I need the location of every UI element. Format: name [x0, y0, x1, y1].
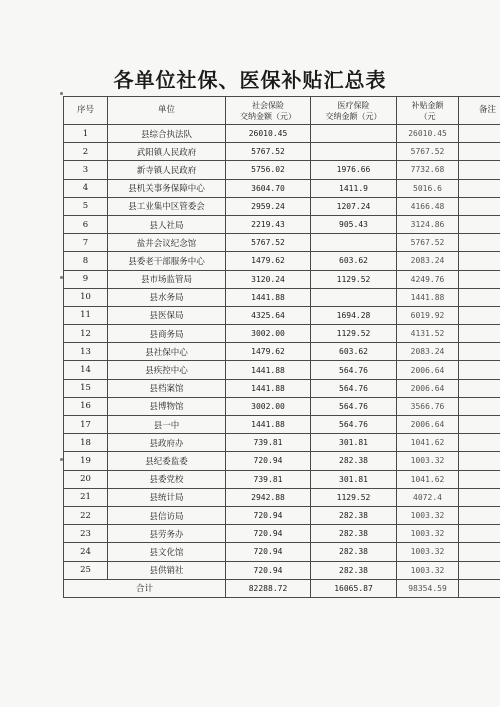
cell-unit: 县社保中心 — [108, 343, 226, 361]
cell-index: 19 — [64, 452, 108, 470]
cell-index: 23 — [64, 525, 108, 543]
cell-subsidy: 5767.52 — [397, 143, 459, 161]
cell-subsidy: 2006.64 — [397, 361, 459, 379]
cell-social-insurance: 5767.52 — [226, 143, 311, 161]
cell-medical-insurance: 1129.52 — [311, 488, 397, 506]
cell-remark — [459, 343, 500, 361]
cell-unit: 县疾控中心 — [108, 361, 226, 379]
cell-medical-insurance: 1694.28 — [311, 306, 397, 324]
cell-index: 18 — [64, 434, 108, 452]
cell-social-insurance: 739.81 — [226, 470, 311, 488]
cell-remark — [459, 361, 500, 379]
cell-unit: 县文化馆 — [108, 543, 226, 561]
table-row — [64, 234, 500, 252]
table-row — [64, 470, 500, 488]
table-row — [64, 379, 500, 397]
cell-social-insurance: 26010.45 — [226, 125, 311, 143]
cell-social-insurance: 720.94 — [226, 561, 311, 579]
cell-unit: 县信访局 — [108, 506, 226, 524]
cell-index: 13 — [64, 343, 108, 361]
cell-subsidy: 1003.32 — [397, 452, 459, 470]
cell-index: 12 — [64, 325, 108, 343]
cell-medical-insurance: 282.38 — [311, 506, 397, 524]
cell-index: 1 — [64, 125, 108, 143]
cell-subsidy: 3566.76 — [397, 397, 459, 415]
cell-remark — [459, 525, 500, 543]
cell-index: 20 — [64, 470, 108, 488]
cell-social-insurance: 720.94 — [226, 506, 311, 524]
cell-social-insurance: 1479.62 — [226, 252, 311, 270]
cell-medical-insurance: 564.76 — [311, 397, 397, 415]
cell-index: 17 — [64, 416, 108, 434]
table-row — [64, 179, 500, 197]
cell-medical-insurance: 301.81 — [311, 434, 397, 452]
cell-medical-insurance: 282.38 — [311, 525, 397, 543]
cell-index: 4 — [64, 179, 108, 197]
cell-index: 8 — [64, 252, 108, 270]
cell-index: 25 — [64, 561, 108, 579]
cell-medical-insurance: 603.62 — [311, 252, 397, 270]
cell-unit: 县供销社 — [108, 561, 226, 579]
cell-medical-insurance: 1411.9 — [311, 179, 397, 197]
cell-medical-insurance: 564.76 — [311, 379, 397, 397]
table-row — [64, 416, 500, 434]
cell-social-insurance: 4325.64 — [226, 306, 311, 324]
header-subsidy-line1: 补贴金额 — [411, 100, 444, 110]
table-row — [64, 452, 500, 470]
cell-medical-insurance: 1129.52 — [311, 270, 397, 288]
cell-medical-insurance: 282.38 — [311, 452, 397, 470]
cell-social-insurance: 1441.88 — [226, 288, 311, 306]
cell-social-insurance: 1479.62 — [226, 343, 311, 361]
cell-social-insurance: 2942.88 — [226, 488, 311, 506]
table-row — [64, 288, 500, 306]
cell-index: 10 — [64, 288, 108, 306]
cell-remark — [459, 434, 500, 452]
table-row — [64, 306, 500, 324]
cell-medical-insurance: 1207.24 — [311, 197, 397, 215]
cell-unit: 县水务局 — [108, 288, 226, 306]
cell-index: 15 — [64, 379, 108, 397]
cell-remark — [459, 561, 500, 579]
cell-index: 2 — [64, 143, 108, 161]
cell-social-insurance: 5756.02 — [226, 161, 311, 179]
cell-subsidy: 4072.4 — [397, 488, 459, 506]
cell-medical-insurance — [311, 125, 397, 143]
cell-index: 11 — [64, 306, 108, 324]
cell-subsidy: 1003.32 — [397, 506, 459, 524]
cell-social-insurance: 2219.43 — [226, 215, 311, 233]
table-row — [64, 343, 500, 361]
cell-unit: 盐井会议纪念馆 — [108, 234, 226, 252]
header-subsidy-line2: （元 — [419, 111, 436, 121]
cell-remark — [459, 397, 500, 415]
cell-social-insurance: 720.94 — [226, 543, 311, 561]
total-social: 82288.72 — [226, 579, 311, 597]
cell-remark — [459, 161, 500, 179]
cell-subsidy: 4249.76 — [397, 270, 459, 288]
table-row — [64, 434, 500, 452]
cell-remark — [459, 325, 500, 343]
table-row — [64, 215, 500, 233]
header-medical-line2: 交纳金额（元） — [325, 111, 382, 121]
header-social-line2: 交纳金额（元） — [240, 111, 296, 121]
cell-index: 14 — [64, 361, 108, 379]
cell-index: 24 — [64, 543, 108, 561]
cell-subsidy: 2006.64 — [397, 379, 459, 397]
cell-remark — [459, 488, 500, 506]
cell-medical-insurance: 301.81 — [311, 470, 397, 488]
table-row — [64, 161, 500, 179]
table-header-row — [64, 97, 500, 125]
table-row — [64, 325, 500, 343]
cell-unit: 县医保局 — [108, 306, 226, 324]
cell-index: 9 — [64, 270, 108, 288]
cell-remark — [459, 143, 500, 161]
cell-social-insurance: 1441.88 — [226, 416, 311, 434]
table-row — [64, 397, 500, 415]
header-social-line1: 社会保险 — [252, 100, 284, 110]
cell-medical-insurance — [311, 234, 397, 252]
cell-social-insurance: 5767.52 — [226, 234, 311, 252]
cell-subsidy: 2006.64 — [397, 416, 459, 434]
cell-social-insurance: 739.81 — [226, 434, 311, 452]
total-medical: 16065.87 — [311, 579, 397, 597]
cell-remark — [459, 470, 500, 488]
table-row — [64, 561, 500, 579]
cell-unit: 县博物馆 — [108, 397, 226, 415]
cell-remark — [459, 543, 500, 561]
cell-medical-insurance — [311, 288, 397, 306]
cell-subsidy: 1003.32 — [397, 561, 459, 579]
cell-medical-insurance: 1976.66 — [311, 161, 397, 179]
cell-remark — [459, 270, 500, 288]
cell-social-insurance: 1441.88 — [226, 379, 311, 397]
cell-subsidy: 5767.52 — [397, 234, 459, 252]
cell-subsidy: 7732.68 — [397, 161, 459, 179]
cell-medical-insurance: 603.62 — [311, 343, 397, 361]
cell-subsidy: 6019.92 — [397, 306, 459, 324]
header-unit: 单位 — [108, 97, 226, 125]
cell-index: 21 — [64, 488, 108, 506]
cell-remark — [459, 252, 500, 270]
cell-unit: 县机关事务保障中心 — [108, 179, 226, 197]
cell-remark — [459, 234, 500, 252]
cell-remark — [459, 215, 500, 233]
header-remark: 备注 — [459, 97, 500, 125]
cell-social-insurance: 720.94 — [226, 525, 311, 543]
cell-subsidy: 1003.32 — [397, 525, 459, 543]
cell-remark — [459, 288, 500, 306]
cell-remark — [459, 506, 500, 524]
cell-unit: 县统计局 — [108, 488, 226, 506]
table-total-row — [64, 579, 500, 597]
cell-subsidy: 4131.52 — [397, 325, 459, 343]
cell-index: 22 — [64, 506, 108, 524]
cell-unit: 县商务局 — [108, 325, 226, 343]
cell-unit: 县委老干部服务中心 — [108, 252, 226, 270]
cell-unit: 县人社局 — [108, 215, 226, 233]
cell-subsidy: 1041.62 — [397, 434, 459, 452]
cell-social-insurance: 3120.24 — [226, 270, 311, 288]
cell-unit: 新寺镇人民政府 — [108, 161, 226, 179]
cell-subsidy: 1441.88 — [397, 288, 459, 306]
cell-subsidy: 1003.32 — [397, 543, 459, 561]
table-row — [64, 361, 500, 379]
cell-social-insurance: 2959.24 — [226, 197, 311, 215]
cell-remark — [459, 452, 500, 470]
table-row — [64, 125, 500, 143]
cell-index: 6 — [64, 215, 108, 233]
cell-medical-insurance: 564.76 — [311, 416, 397, 434]
cell-social-insurance: 3002.00 — [226, 397, 311, 415]
cell-medical-insurance: 282.38 — [311, 543, 397, 561]
cell-unit: 县一中 — [108, 416, 226, 434]
cell-unit: 县政府办 — [108, 434, 226, 452]
header-medical-insurance — [311, 97, 397, 125]
cell-unit: 武阳镇人民政府 — [108, 143, 226, 161]
cell-social-insurance: 1441.88 — [226, 361, 311, 379]
cell-remark — [459, 416, 500, 434]
cell-unit: 县劳务办 — [108, 525, 226, 543]
margin-dot — [60, 92, 63, 95]
cell-medical-insurance: 564.76 — [311, 361, 397, 379]
cell-subsidy: 5016.6 — [397, 179, 459, 197]
cell-remark — [459, 197, 500, 215]
table-row — [64, 488, 500, 506]
cell-subsidy: 1041.62 — [397, 470, 459, 488]
header-social-insurance — [226, 97, 311, 125]
cell-subsidy: 26010.45 — [397, 125, 459, 143]
cell-unit: 县综合执法队 — [108, 125, 226, 143]
cell-subsidy: 2083.24 — [397, 343, 459, 361]
cell-remark — [459, 306, 500, 324]
table-row — [64, 506, 500, 524]
cell-medical-insurance: 905.43 — [311, 215, 397, 233]
cell-index: 16 — [64, 397, 108, 415]
cell-medical-insurance — [311, 143, 397, 161]
cell-social-insurance: 3002.00 — [226, 325, 311, 343]
cell-subsidy: 3124.86 — [397, 215, 459, 233]
table-row — [64, 252, 500, 270]
table-row — [64, 270, 500, 288]
table-row — [64, 525, 500, 543]
cell-unit: 县委党校 — [108, 470, 226, 488]
header-medical-line1: 医疗保险 — [337, 100, 370, 110]
header-index: 序号 — [64, 97, 108, 125]
cell-index: 3 — [64, 161, 108, 179]
table-row — [64, 143, 500, 161]
cell-subsidy: 4166.48 — [397, 197, 459, 215]
cell-medical-insurance: 1129.52 — [311, 325, 397, 343]
total-label: 合计 — [64, 579, 226, 597]
cell-remark — [459, 179, 500, 197]
cell-medical-insurance: 282.38 — [311, 561, 397, 579]
subsidy-summary-table — [63, 96, 500, 598]
cell-unit: 县市场监管局 — [108, 270, 226, 288]
total-remark — [459, 579, 500, 597]
total-subsidy: 98354.59 — [397, 579, 459, 597]
document-title: 各单位社保、医保补贴汇总表 — [113, 68, 387, 92]
cell-social-insurance: 720.94 — [226, 452, 311, 470]
cell-subsidy: 2083.24 — [397, 252, 459, 270]
table-body — [64, 125, 500, 580]
cell-unit: 县纪委监委 — [108, 452, 226, 470]
cell-remark — [459, 125, 500, 143]
header-subsidy — [397, 97, 459, 125]
cell-index: 7 — [64, 234, 108, 252]
cell-unit: 县工业集中区管委会 — [108, 197, 226, 215]
table-row — [64, 543, 500, 561]
cell-remark — [459, 379, 500, 397]
cell-unit: 县档案馆 — [108, 379, 226, 397]
cell-social-insurance: 3604.70 — [226, 179, 311, 197]
cell-index: 5 — [64, 197, 108, 215]
table-row — [64, 197, 500, 215]
